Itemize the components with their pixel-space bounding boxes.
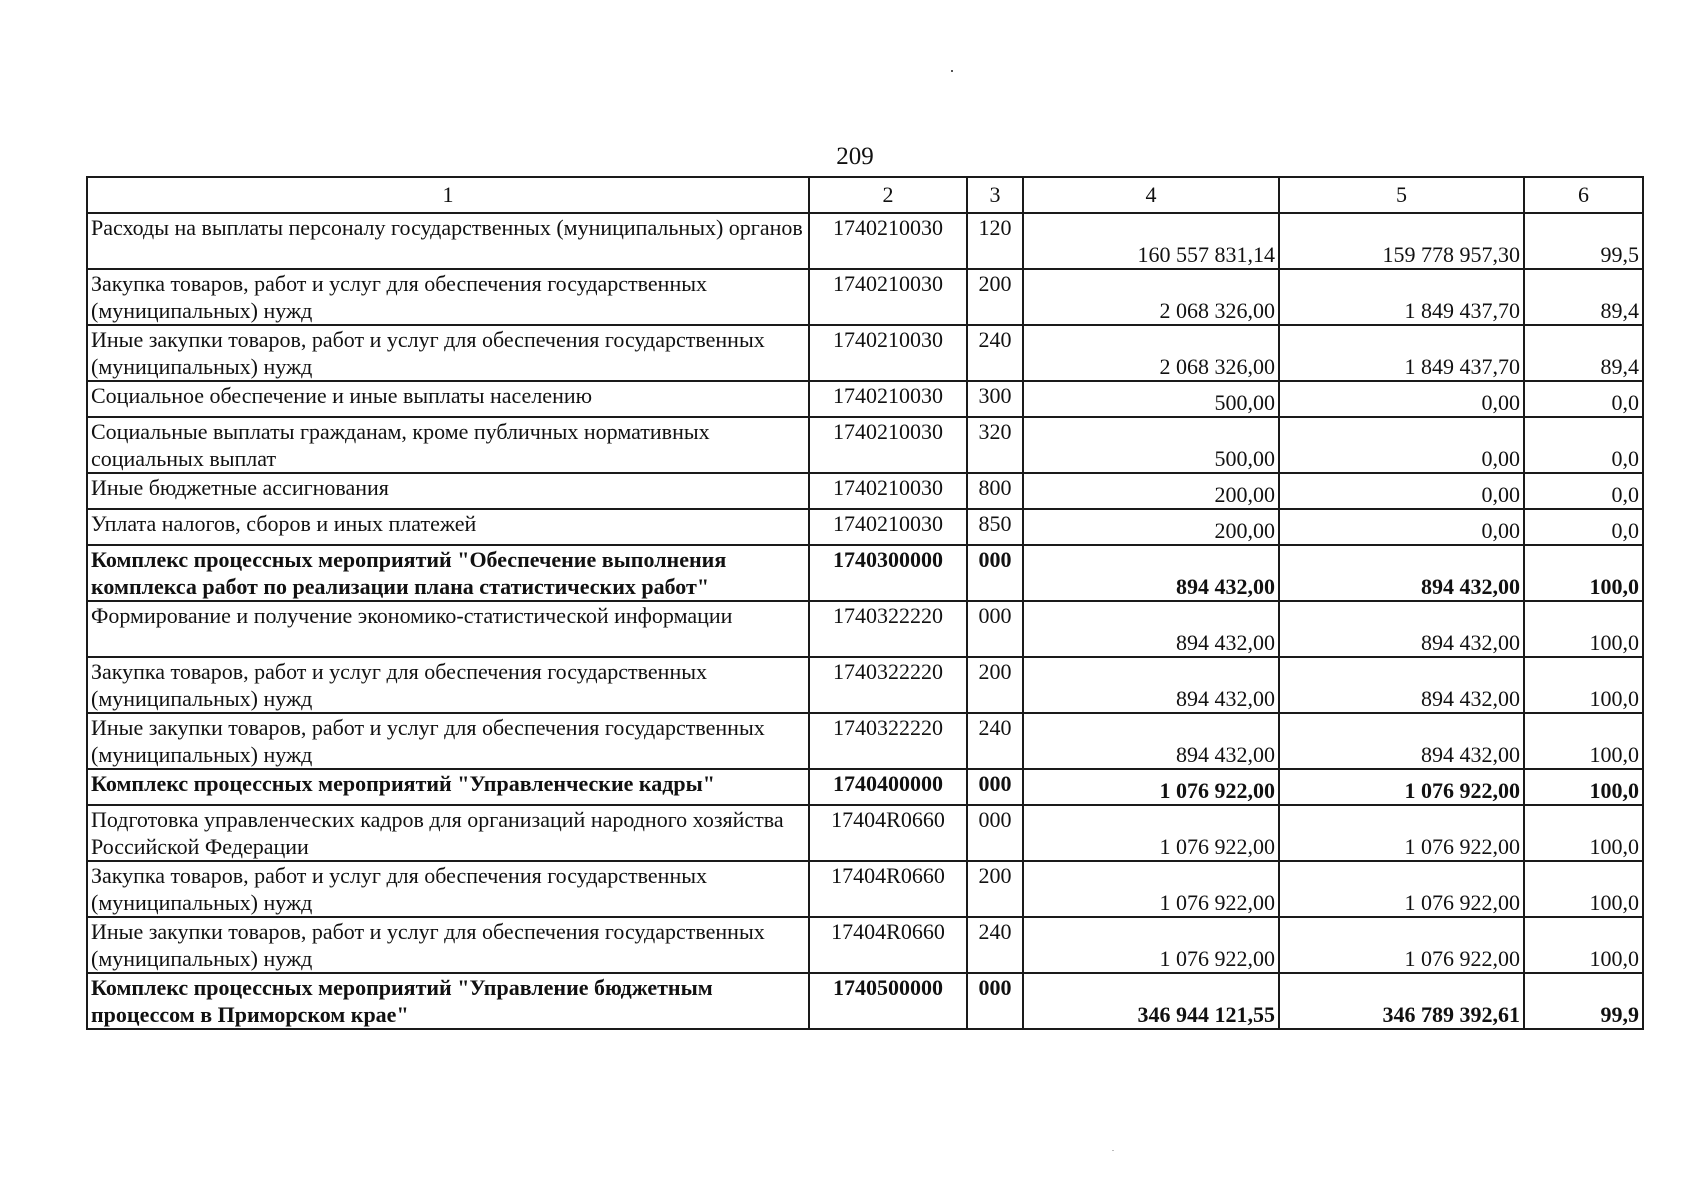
expense-type-cell: 200 (967, 657, 1023, 713)
expense-type-cell: 000 (967, 973, 1023, 1029)
item-name-cell: Расходы на выплаты персоналу государственных (муниципальных) органов (87, 213, 809, 269)
execution-percent-cell: 0,0 (1524, 473, 1643, 509)
target-code-cell: 1740322220 (809, 657, 967, 713)
target-code-cell: 17404R0660 (809, 917, 967, 973)
execution-percent-cell: 100,0 (1524, 601, 1643, 657)
actual-amount-cell: 0,00 (1279, 473, 1524, 509)
planned-amount-cell: 2 068 326,00 (1023, 269, 1279, 325)
target-code-cell: 1740322220 (809, 601, 967, 657)
table-row (87, 325, 1643, 381)
table-row (87, 917, 1643, 973)
item-name-cell: Закупка товаров, работ и услуг для обеспечения государственных (муниципальных) нужд (87, 657, 809, 713)
actual-amount-cell: 159 778 957,30 (1279, 213, 1524, 269)
target-code-cell: 1740400000 (809, 769, 967, 805)
execution-percent-cell: 100,0 (1524, 769, 1643, 805)
target-code-cell: 1740210030 (809, 417, 967, 473)
expense-type-cell: 320 (967, 417, 1023, 473)
table-row (87, 861, 1643, 917)
item-name-cell: Иные закупки товаров, работ и услуг для обеспечения государственных (муниципальных) нужд (87, 325, 809, 381)
budget-execution-table (86, 176, 1644, 1030)
scan-artifact (951, 70, 953, 72)
expense-type-cell: 000 (967, 601, 1023, 657)
column-number-row (87, 177, 1643, 213)
target-code-cell: 1740210030 (809, 381, 967, 417)
table-body (87, 177, 1643, 1029)
expense-type-cell: 200 (967, 269, 1023, 325)
execution-percent-cell: 89,4 (1524, 325, 1643, 381)
item-name-cell: Формирование и получение экономико-статистической информации (87, 601, 809, 657)
actual-amount-cell: 894 432,00 (1279, 657, 1524, 713)
table-row (87, 473, 1643, 509)
expense-type-cell: 800 (967, 473, 1023, 509)
actual-amount-cell: 1 849 437,70 (1279, 269, 1524, 325)
table-row (87, 657, 1643, 713)
planned-amount-cell: 894 432,00 (1023, 657, 1279, 713)
planned-amount-cell: 894 432,00 (1023, 601, 1279, 657)
actual-amount-cell: 894 432,00 (1279, 713, 1524, 769)
execution-percent-cell: 100,0 (1524, 861, 1643, 917)
column-header: 5 (1279, 177, 1524, 213)
planned-amount-cell: 894 432,00 (1023, 545, 1279, 601)
target-code-cell: 1740210030 (809, 269, 967, 325)
planned-amount-cell: 894 432,00 (1023, 713, 1279, 769)
item-name-cell: Комплекс процессных мероприятий "Управленческие кадры" (87, 769, 809, 805)
execution-percent-cell: 100,0 (1524, 545, 1643, 601)
table-row (87, 713, 1643, 769)
expense-type-cell: 120 (967, 213, 1023, 269)
table-row (87, 213, 1643, 269)
item-name-cell: Социальные выплаты гражданам, кроме публичных нормативных социальных выплат (87, 417, 809, 473)
table-row (87, 769, 1643, 805)
actual-amount-cell: 346 789 392,61 (1279, 973, 1524, 1029)
planned-amount-cell: 1 076 922,00 (1023, 861, 1279, 917)
target-code-cell: 1740322220 (809, 713, 967, 769)
table-row (87, 417, 1643, 473)
execution-percent-cell: 0,0 (1524, 509, 1643, 545)
item-name-cell: Иные закупки товаров, работ и услуг для обеспечения государственных (муниципальных) нужд (87, 713, 809, 769)
target-code-cell: 17404R0660 (809, 861, 967, 917)
planned-amount-cell: 160 557 831,14 (1023, 213, 1279, 269)
item-name-cell: Подготовка управленческих кадров для организаций народного хозяйства Российской Федерации (87, 805, 809, 861)
table-row (87, 545, 1643, 601)
actual-amount-cell: 0,00 (1279, 509, 1524, 545)
item-name-cell: Уплата налогов, сборов и иных платежей (87, 509, 809, 545)
column-header: 4 (1023, 177, 1279, 213)
execution-percent-cell: 99,5 (1524, 213, 1643, 269)
actual-amount-cell: 0,00 (1279, 417, 1524, 473)
execution-percent-cell: 89,4 (1524, 269, 1643, 325)
execution-percent-cell: 0,0 (1524, 417, 1643, 473)
planned-amount-cell: 200,00 (1023, 473, 1279, 509)
target-code-cell: 1740500000 (809, 973, 967, 1029)
item-name-cell: Иные бюджетные ассигнования (87, 473, 809, 509)
column-header: 3 (967, 177, 1023, 213)
expense-type-cell: 300 (967, 381, 1023, 417)
page-number: 209 (836, 143, 874, 170)
target-code-cell: 1740210030 (809, 213, 967, 269)
planned-amount-cell: 200,00 (1023, 509, 1279, 545)
planned-amount-cell: 500,00 (1023, 381, 1279, 417)
expense-type-cell: 000 (967, 769, 1023, 805)
actual-amount-cell: 894 432,00 (1279, 545, 1524, 601)
table-row (87, 509, 1643, 545)
execution-percent-cell: 99,9 (1524, 973, 1643, 1029)
table-row (87, 805, 1643, 861)
table-row (87, 381, 1643, 417)
actual-amount-cell: 894 432,00 (1279, 601, 1524, 657)
execution-percent-cell: 100,0 (1524, 917, 1643, 973)
expense-type-cell: 000 (967, 545, 1023, 601)
actual-amount-cell: 1 076 922,00 (1279, 861, 1524, 917)
target-code-cell: 1740210030 (809, 325, 967, 381)
item-name-cell: Иные закупки товаров, работ и услуг для обеспечения государственных (муниципальных) нужд (87, 917, 809, 973)
expense-type-cell: 850 (967, 509, 1023, 545)
column-header: 6 (1524, 177, 1643, 213)
execution-percent-cell: 0,0 (1524, 381, 1643, 417)
actual-amount-cell: 1 849 437,70 (1279, 325, 1524, 381)
item-name-cell: Закупка товаров, работ и услуг для обеспечения государственных (муниципальных) нужд (87, 269, 809, 325)
execution-percent-cell: 100,0 (1524, 713, 1643, 769)
planned-amount-cell: 2 068 326,00 (1023, 325, 1279, 381)
item-name-cell: Закупка товаров, работ и услуг для обеспечения государственных (муниципальных) нужд (87, 861, 809, 917)
expense-type-cell: 000 (967, 805, 1023, 861)
expense-type-cell: 240 (967, 713, 1023, 769)
item-name-cell: Социальное обеспечение и иные выплаты населению (87, 381, 809, 417)
column-header: 2 (809, 177, 967, 213)
item-name-cell: Комплекс процессных мероприятий "Обеспечение выполнения комплекса работ по реализации плана статистических работ" (87, 545, 809, 601)
scan-artifact (1112, 1150, 1114, 1151)
expense-type-cell: 200 (967, 861, 1023, 917)
target-code-cell: 1740300000 (809, 545, 967, 601)
actual-amount-cell: 1 076 922,00 (1279, 805, 1524, 861)
execution-percent-cell: 100,0 (1524, 805, 1643, 861)
target-code-cell: 1740210030 (809, 509, 967, 545)
planned-amount-cell: 1 076 922,00 (1023, 769, 1279, 805)
table-row (87, 269, 1643, 325)
planned-amount-cell: 500,00 (1023, 417, 1279, 473)
planned-amount-cell: 1 076 922,00 (1023, 805, 1279, 861)
actual-amount-cell: 1 076 922,00 (1279, 917, 1524, 973)
target-code-cell: 1740210030 (809, 473, 967, 509)
actual-amount-cell: 1 076 922,00 (1279, 769, 1524, 805)
planned-amount-cell: 1 076 922,00 (1023, 917, 1279, 973)
actual-amount-cell: 0,00 (1279, 381, 1524, 417)
execution-percent-cell: 100,0 (1524, 657, 1643, 713)
planned-amount-cell: 346 944 121,55 (1023, 973, 1279, 1029)
target-code-cell: 17404R0660 (809, 805, 967, 861)
table-row (87, 973, 1643, 1029)
item-name-cell: Комплекс процессных мероприятий "Управление бюджетным процессом в Приморском крае" (87, 973, 809, 1029)
table-row (87, 601, 1643, 657)
column-header: 1 (87, 177, 809, 213)
expense-type-cell: 240 (967, 917, 1023, 973)
expense-type-cell: 240 (967, 325, 1023, 381)
